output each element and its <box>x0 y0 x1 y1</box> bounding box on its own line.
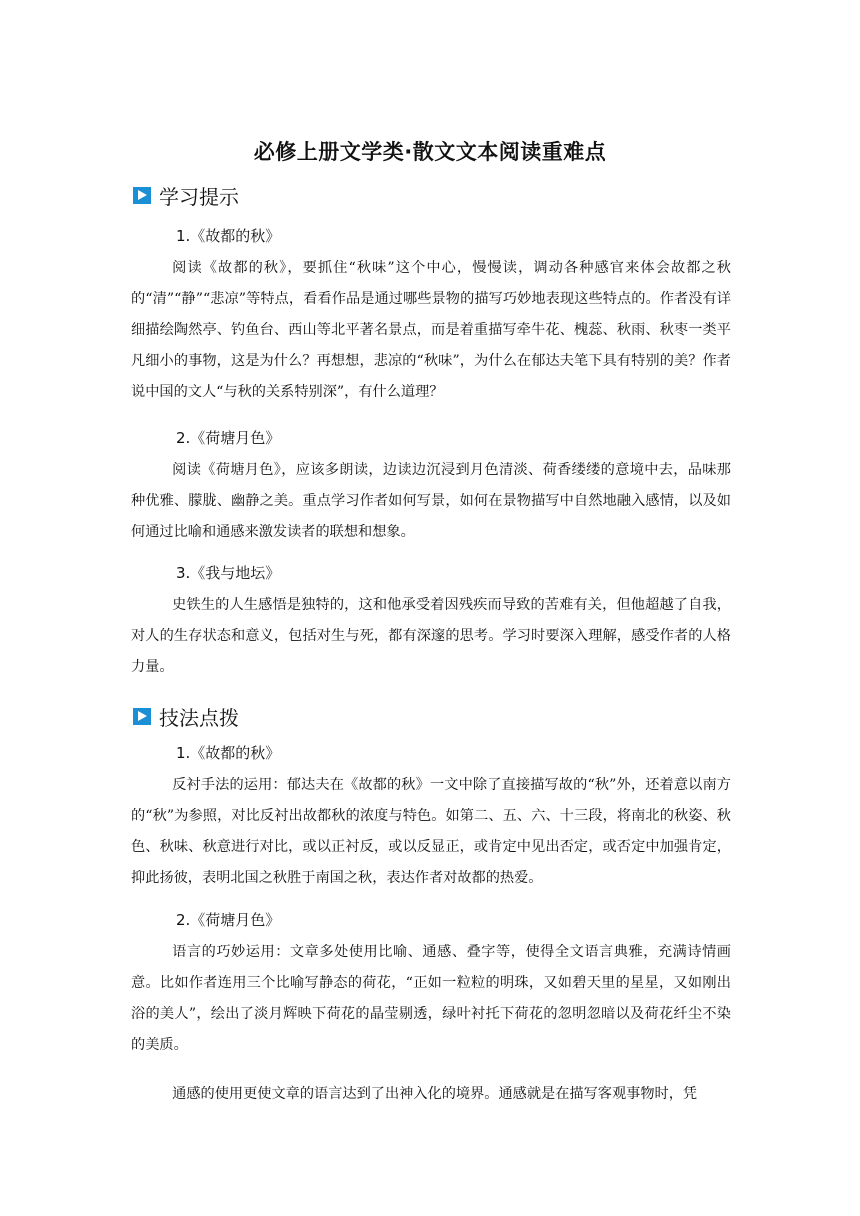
paragraph-contrast-technique: 反衬手法的运用：郁达夫在《故都的秋》一文中除了直接描写故的“秋”外，还着意以南方的“秋”为参照，对比反衬出故都秋的浓度与特色。如第二、五、六、十三段，将南北的秋姿、秋色、秋味、秋意进行对比，或以正衬反，或以反显正，或肯定中见出否定，或否定中加强肯定，抑此扬彼，表明北国之秋胜于南国之秋，表达作者对故都的热爱。 <box>131 777 731 886</box>
play-triangle-icon <box>133 708 151 725</box>
paragraph-hetang-yuese: 阅读《荷塘月色》，应该多朗读，边读边沉浸到月色清淡、荷香缕缕的意境中去，品味那种优雅、朦胧、幽静之美。重点学习作者如何写景，如何在景物描写中自然地融入感情，以及如何通过比喻和通感来激发读者的联想和想象。 <box>131 462 731 540</box>
paragraph-wo-yu-ditan: 史铁生的人生感悟是独特的，这和他承受着因残疾而导致的苦难有关，但他超越了自我，对人的生存状态和意义，包括对生与死，都有深邃的思考。学习时要深入理解，感受作者的人格力量。 <box>131 597 731 675</box>
paragraph-gudu-de-qiu: 阅读《故都的秋》，要抓住“秋味”这个中心，慢慢读，调动各种感官来体会故都之秋的“清”“静”“悲凉”等特点，看看作品是通过哪些景物的描写巧妙地表现这些特点的。作者没有详细描绘陶然亭、钓鱼台、西山等北平著名景点，而是着重描写牵牛花、槐蕊、秋雨、秋枣一类平凡细小的事物，这是为什么？再想想，悲凉的“秋味”，为什么在郁达夫笔下具有特别的美？作者说中国的文人“与秋的关系特别深”，有什么道理？ <box>131 260 731 400</box>
subhead-hetang-yuese-technique: 2.《荷塘月色》 <box>176 911 281 929</box>
section-heading-label: 技法点拨 <box>159 706 239 730</box>
subhead-hetang-yuese: 2.《荷塘月色》 <box>176 429 281 447</box>
paragraph-synesthesia: 通感的使用更使文章的语言达到了出神入化的境界。通感就是在描写客观事物时，凭 <box>172 1086 698 1102</box>
subhead-gudu-de-qiu: 1.《故都的秋》 <box>176 227 281 245</box>
section-heading-label: 学习提示 <box>159 185 239 209</box>
subhead-gudu-de-qiu-technique: 1.《故都的秋》 <box>176 744 281 762</box>
play-triangle-icon <box>133 187 151 204</box>
section-heading-study-tips <box>133 181 239 210</box>
page-title: 必修上册文学类·散文文本阅读重难点 <box>253 140 607 164</box>
subhead-wo-yu-ditan: 3.《我与地坛》 <box>176 564 281 582</box>
paragraph-language-technique: 语言的巧妙运用：文章多处使用比喻、通感、叠字等，使得全文语言典雅，充满诗情画意。比如作者连用三个比喻写静态的荷花，“正如一粒粒的明珠，又如碧天里的星星，又如刚出浴的美人”，绘出了淡月辉映下荷花的晶莹剔透，绿叶衬托下荷花的忽明忽暗以及荷花纤尘不染的美质。 <box>131 944 731 1053</box>
section-heading-technique-tips <box>133 702 239 731</box>
